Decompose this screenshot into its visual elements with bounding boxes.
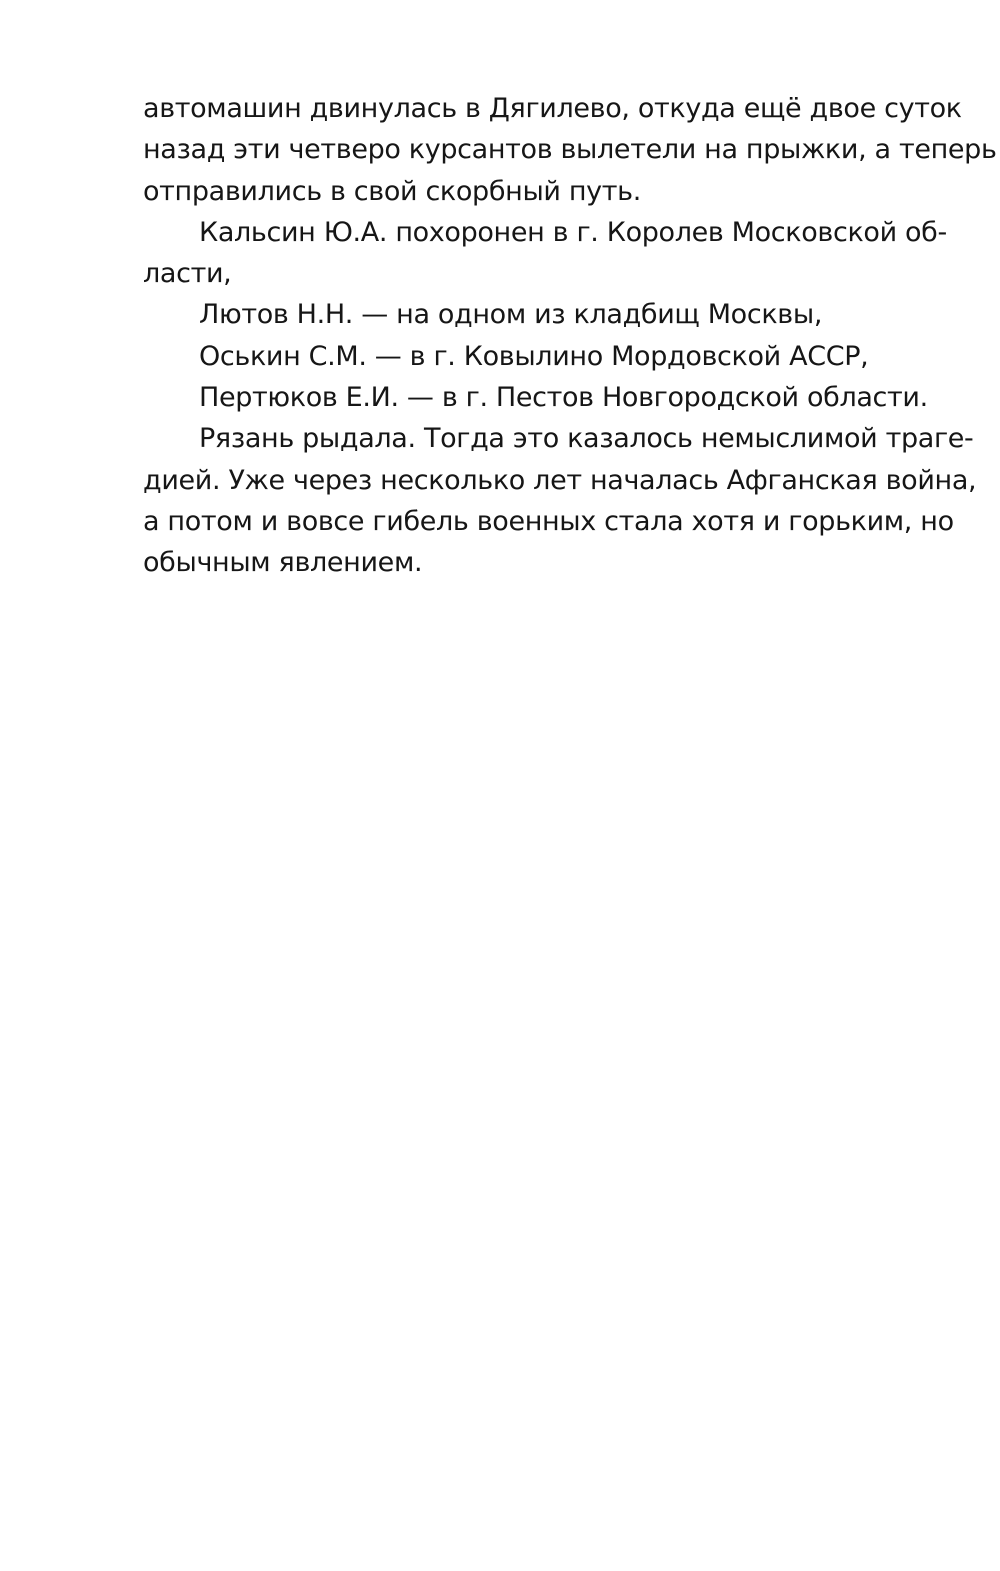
- text-line: а потом и вовсе гибель военных стала хотя и горьким, но: [143, 505, 954, 537]
- text-line: Лютов Н.Н. — на одном из кладбищ Москвы,: [199, 299, 823, 331]
- text-line: Кальсин Ю.А. похоронен в г. Королев Московской об-: [199, 216, 947, 248]
- text-line: дией. Уже через несколько лет началась Афганская война,: [143, 464, 977, 496]
- text-line: ласти,: [143, 258, 232, 290]
- text-line: отправились в свой скорбный путь.: [143, 175, 641, 207]
- text-line: назад эти четверо курсантов вылетели на прыжки, а теперь: [143, 134, 997, 166]
- text-line: Рязань рыдала. Тогда это казалось немыслимой траге-: [199, 423, 974, 455]
- body-text: [143, 88, 997, 584]
- text-line: Пертюков Е.И. — в г. Пестов Новгородской области.: [199, 382, 928, 414]
- text-line: Оськин С.М. — в г. Ковылино Мордовской АССР,: [199, 340, 869, 372]
- text-line: обычным явлением.: [143, 547, 423, 579]
- text-line: автомашин двинулась в Дягилево, откуда ещё двое суток: [143, 93, 962, 124]
